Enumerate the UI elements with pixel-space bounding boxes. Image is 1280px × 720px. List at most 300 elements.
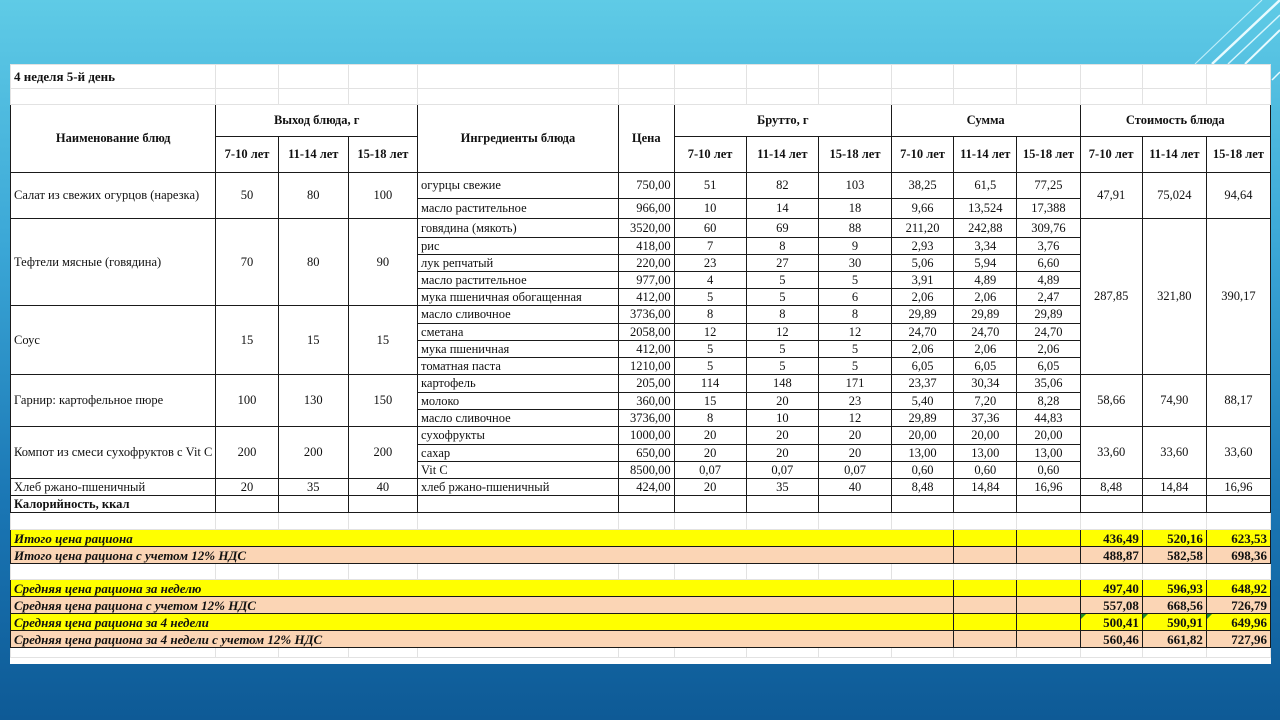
ingredient-row — [11, 219, 1271, 238]
empty-cell[interactable] — [418, 65, 619, 89]
dish-cost: 33,60 — [1142, 427, 1206, 479]
blank-row — [11, 564, 1271, 580]
dish-cost: 8,48 — [1080, 479, 1142, 496]
ingredient-sum: 44,83 — [1017, 410, 1080, 427]
empty-cell[interactable] — [216, 648, 278, 658]
empty-cell[interactable] — [819, 513, 892, 530]
ingredient-row — [11, 427, 1271, 445]
dish-yield: 40 — [348, 479, 417, 496]
ingredient-row — [11, 479, 1271, 496]
ingredient-sum: 2,93 — [891, 238, 953, 255]
ingredient-brutto: 171 — [819, 375, 892, 393]
empty-cell[interactable] — [1017, 564, 1080, 580]
empty-cell[interactable] — [674, 513, 746, 530]
empty-cell[interactable] — [1017, 547, 1080, 564]
ingredient-sum: 14,84 — [954, 479, 1017, 496]
ingredient-brutto: 8 — [819, 306, 892, 324]
empty-cell[interactable] — [278, 648, 348, 658]
summary-value: 649,96 — [1206, 614, 1270, 631]
header-age-2: 15-18 лет — [1017, 137, 1080, 173]
empty-cell[interactable] — [1017, 89, 1080, 105]
summary-value: 488,87 — [1080, 547, 1142, 564]
empty-cell[interactable] — [891, 513, 953, 530]
blank-row — [11, 89, 1271, 105]
ingredient-name: масло сливочное — [418, 306, 619, 324]
ingredient-sum: 3,34 — [954, 238, 1017, 255]
ingredient-sum: 13,00 — [891, 445, 953, 462]
ingredient-sum: 35,06 — [1017, 375, 1080, 393]
ingredient-sum: 0,60 — [954, 462, 1017, 479]
ingredient-name: рис — [418, 238, 619, 255]
header-cost-group: Стоимость блюда — [1080, 105, 1271, 137]
ingredient-sum: 38,25 — [891, 173, 953, 199]
empty-cell[interactable] — [1206, 496, 1270, 513]
header-age-2: 15-18 лет — [1206, 137, 1270, 173]
ingredient-sum: 0,60 — [1017, 462, 1080, 479]
summary-label: Средняя цена рациона с учетом 12% НДС — [11, 597, 954, 614]
spreadsheet — [10, 64, 1271, 664]
ingredient-name: молоко — [418, 393, 619, 410]
ingredient-brutto: 23 — [674, 255, 746, 272]
ingredient-brutto: 0,07 — [746, 462, 819, 479]
ingredient-sum: 61,5 — [954, 173, 1017, 199]
ingredient-price: 750,00 — [618, 173, 674, 199]
summary-row — [11, 547, 1271, 564]
ingredient-sum: 20,00 — [1017, 427, 1080, 445]
dish-cost: 58,66 — [1080, 375, 1142, 427]
ingredient-brutto: 30 — [819, 255, 892, 272]
ingredient-name: хлеб ржано-пшеничный — [418, 479, 619, 496]
empty-cell[interactable] — [278, 513, 348, 530]
header-age-1: 11-14 лет — [954, 137, 1017, 173]
empty-cell[interactable] — [618, 564, 674, 580]
blank-row — [11, 648, 1271, 658]
empty-cell[interactable] — [1206, 648, 1270, 658]
empty-cell[interactable] — [1142, 65, 1206, 89]
ingredient-price: 360,00 — [618, 393, 674, 410]
empty-cell[interactable] — [954, 614, 1017, 631]
ingredient-sum: 211,20 — [891, 219, 953, 238]
ingredient-brutto: 10 — [674, 199, 746, 219]
ingredient-price: 3736,00 — [618, 410, 674, 427]
ingredient-price: 412,00 — [618, 289, 674, 306]
empty-cell[interactable] — [954, 513, 1017, 530]
empty-cell[interactable] — [418, 648, 619, 658]
ingredient-brutto: 12 — [746, 324, 819, 341]
empty-cell[interactable] — [746, 513, 819, 530]
dish-cost: 33,60 — [1080, 427, 1142, 479]
ingredient-sum: 3,91 — [891, 272, 953, 289]
ingredient-brutto: 27 — [746, 255, 819, 272]
dish-cost: 390,17 — [1206, 219, 1270, 375]
empty-cell[interactable] — [674, 648, 746, 658]
empty-cell[interactable] — [1080, 89, 1142, 105]
empty-cell[interactable] — [1080, 513, 1142, 530]
empty-cell[interactable] — [216, 65, 278, 89]
empty-cell[interactable] — [11, 648, 216, 658]
summary-label: Итого цена рациона — [11, 530, 954, 547]
ingredient-price: 977,00 — [618, 272, 674, 289]
ingredient-brutto: 12 — [819, 410, 892, 427]
ingredient-brutto: 5 — [674, 341, 746, 358]
empty-cell[interactable] — [819, 89, 892, 105]
empty-cell[interactable] — [618, 513, 674, 530]
summary-value: 726,79 — [1206, 597, 1270, 614]
empty-cell[interactable] — [746, 496, 819, 513]
empty-cell[interactable] — [1017, 496, 1080, 513]
dish-cost: 75,024 — [1142, 173, 1206, 219]
empty-cell[interactable] — [954, 530, 1017, 547]
ingredient-name: масло сливочное — [418, 410, 619, 427]
ingredient-sum: 5,06 — [891, 255, 953, 272]
header-yield-group: Выход блюда, г — [216, 105, 418, 137]
ingredient-sum: 23,37 — [891, 375, 953, 393]
ingredient-sum: 29,89 — [891, 410, 953, 427]
summary-label: Средняя цена рациона за 4 недели с учетом 12% НДС — [11, 631, 954, 648]
empty-cell[interactable] — [891, 564, 953, 580]
empty-cell[interactable] — [348, 496, 417, 513]
dish-cost: 287,85 — [1080, 219, 1142, 375]
empty-cell[interactable] — [819, 648, 892, 658]
ingredient-sum: 2,47 — [1017, 289, 1080, 306]
ingredient-price: 418,00 — [618, 238, 674, 255]
empty-cell[interactable] — [954, 496, 1017, 513]
ingredient-brutto: 8 — [746, 238, 819, 255]
ingredient-brutto: 35 — [746, 479, 819, 496]
ingredient-sum: 8,28 — [1017, 393, 1080, 410]
empty-cell[interactable] — [1017, 648, 1080, 658]
dish-yield: 15 — [278, 306, 348, 375]
dish-cost: 321,80 — [1142, 219, 1206, 375]
dish-yield: 70 — [216, 219, 278, 306]
ingredient-sum: 309,76 — [1017, 219, 1080, 238]
empty-cell[interactable] — [1080, 65, 1142, 89]
ingredient-sum: 5,40 — [891, 393, 953, 410]
empty-cell[interactable] — [278, 564, 348, 580]
ingredient-sum: 4,89 — [1017, 272, 1080, 289]
ingredient-brutto: 23 — [819, 393, 892, 410]
empty-cell[interactable] — [348, 648, 417, 658]
ingredient-sum: 0,60 — [891, 462, 953, 479]
empty-cell[interactable] — [1142, 564, 1206, 580]
empty-cell[interactable] — [1080, 496, 1142, 513]
dish-yield: 200 — [216, 427, 278, 479]
empty-cell[interactable] — [1142, 648, 1206, 658]
empty-cell[interactable] — [1206, 564, 1270, 580]
ingredient-name: лук репчатый — [418, 255, 619, 272]
empty-cell[interactable] — [348, 65, 417, 89]
empty-cell[interactable] — [954, 648, 1017, 658]
header-row-1 — [11, 105, 1271, 137]
empty-cell[interactable] — [674, 89, 746, 105]
empty-cell[interactable] — [746, 65, 819, 89]
ingredient-price: 2058,00 — [618, 324, 674, 341]
ingredient-sum: 2,06 — [954, 341, 1017, 358]
ingredient-sum: 16,96 — [1017, 479, 1080, 496]
ingredient-name: сахар — [418, 445, 619, 462]
ingredient-brutto: 5 — [746, 272, 819, 289]
ingredient-brutto: 88 — [819, 219, 892, 238]
ingredient-brutto: 14 — [746, 199, 819, 219]
empty-cell[interactable] — [1206, 65, 1270, 89]
ingredient-sum: 24,70 — [954, 324, 1017, 341]
dish-yield: 100 — [348, 173, 417, 219]
empty-cell[interactable] — [1017, 530, 1080, 547]
empty-cell[interactable] — [1017, 597, 1080, 614]
ingredient-name: картофель — [418, 375, 619, 393]
empty-cell[interactable] — [618, 648, 674, 658]
empty-cell[interactable] — [348, 564, 417, 580]
ingredient-price: 220,00 — [618, 255, 674, 272]
ingredient-name: мука пшеничная — [418, 341, 619, 358]
empty-cell[interactable] — [819, 496, 892, 513]
summary-row — [11, 530, 1271, 547]
ingredient-brutto: 7 — [674, 238, 746, 255]
dish-yield: 35 — [278, 479, 348, 496]
empty-cell[interactable] — [618, 89, 674, 105]
ingredient-name: Vit C — [418, 462, 619, 479]
ingredient-sum: 8,48 — [891, 479, 953, 496]
empty-cell[interactable] — [618, 496, 674, 513]
summary-value: 623,53 — [1206, 530, 1270, 547]
ingredient-row — [11, 173, 1271, 199]
summary-label: Итого цена рациона с учетом 12% НДС — [11, 547, 954, 564]
ingredient-sum: 17,388 — [1017, 199, 1080, 219]
summary-value: 698,36 — [1206, 547, 1270, 564]
dish-yield: 50 — [216, 173, 278, 219]
ingredient-brutto: 5 — [746, 358, 819, 375]
ingredient-name: масло растительное — [418, 199, 619, 219]
empty-cell[interactable] — [216, 89, 278, 105]
ingredient-sum: 3,76 — [1017, 238, 1080, 255]
ingredient-brutto: 69 — [746, 219, 819, 238]
ingredient-row — [11, 375, 1271, 393]
empty-cell[interactable] — [216, 496, 278, 513]
ingredient-price: 205,00 — [618, 375, 674, 393]
empty-cell[interactable] — [891, 496, 953, 513]
ingredient-price: 424,00 — [618, 479, 674, 496]
empty-cell[interactable] — [819, 564, 892, 580]
empty-cell[interactable] — [954, 564, 1017, 580]
empty-cell[interactable] — [418, 564, 619, 580]
header-sum-group: Сумма — [891, 105, 1080, 137]
ingredient-sum: 77,25 — [1017, 173, 1080, 199]
ingredient-name: сметана — [418, 324, 619, 341]
ingredient-brutto: 5 — [819, 272, 892, 289]
empty-cell[interactable] — [746, 564, 819, 580]
empty-cell[interactable] — [746, 89, 819, 105]
dish-yield: 15 — [216, 306, 278, 375]
header-brutto-group: Брутто, г — [674, 105, 891, 137]
empty-cell[interactable] — [891, 65, 953, 89]
ingredient-brutto: 5 — [746, 289, 819, 306]
empty-cell[interactable] — [954, 89, 1017, 105]
ingredient-brutto: 12 — [819, 324, 892, 341]
empty-cell[interactable] — [1206, 513, 1270, 530]
summary-value: 497,40 — [1080, 580, 1142, 597]
summary-row — [11, 631, 1271, 648]
summary-value: 500,41 — [1080, 614, 1142, 631]
empty-cell[interactable] — [11, 513, 216, 530]
ingredient-brutto: 20 — [819, 445, 892, 462]
empty-cell[interactable] — [11, 564, 216, 580]
ingredient-sum: 6,05 — [1017, 358, 1080, 375]
ingredient-brutto: 5 — [746, 341, 819, 358]
empty-cell[interactable] — [1017, 614, 1080, 631]
ingredient-price: 1210,00 — [618, 358, 674, 375]
empty-cell[interactable] — [348, 89, 417, 105]
header-age-2: 15-18 лет — [348, 137, 417, 173]
dish-name: Компот из смеси сухофруктов с Vit C — [11, 427, 216, 479]
empty-cell[interactable] — [674, 65, 746, 89]
empty-cell[interactable] — [1142, 513, 1206, 530]
empty-cell[interactable] — [1017, 65, 1080, 89]
dish-cost: 16,96 — [1206, 479, 1270, 496]
dish-yield: 20 — [216, 479, 278, 496]
empty-cell[interactable] — [348, 513, 417, 530]
empty-cell[interactable] — [819, 65, 892, 89]
ingredient-sum: 6,05 — [891, 358, 953, 375]
empty-cell[interactable] — [1017, 580, 1080, 597]
empty-cell[interactable] — [954, 547, 1017, 564]
dish-cost: 33,60 — [1206, 427, 1270, 479]
summary-label: Средняя цена рациона за неделю — [11, 580, 954, 597]
empty-cell[interactable] — [216, 564, 278, 580]
header-age-0: 7-10 лет — [216, 137, 278, 173]
empty-cell[interactable] — [418, 89, 619, 105]
ingredient-brutto: 18 — [819, 199, 892, 219]
empty-cell[interactable] — [891, 648, 953, 658]
empty-cell[interactable] — [954, 631, 1017, 648]
ingredient-brutto: 114 — [674, 375, 746, 393]
header-age-0: 7-10 лет — [1080, 137, 1142, 173]
ingredient-price: 8500,00 — [618, 462, 674, 479]
ingredient-brutto: 12 — [674, 324, 746, 341]
ingredient-sum: 30,34 — [954, 375, 1017, 393]
empty-cell[interactable] — [418, 496, 619, 513]
ingredient-sum: 2,06 — [891, 289, 953, 306]
ingredient-brutto: 20 — [674, 445, 746, 462]
empty-cell[interactable] — [674, 564, 746, 580]
ingredient-brutto: 20 — [674, 479, 746, 496]
ingredient-name: томатная паста — [418, 358, 619, 375]
ingredient-price: 966,00 — [618, 199, 674, 219]
empty-cell[interactable] — [746, 648, 819, 658]
summary-value: 590,91 — [1142, 614, 1206, 631]
empty-cell[interactable] — [954, 597, 1017, 614]
summary-value: 648,92 — [1206, 580, 1270, 597]
ingredient-price: 650,00 — [618, 445, 674, 462]
ingredient-sum: 9,66 — [891, 199, 953, 219]
empty-cell[interactable] — [1080, 564, 1142, 580]
calories-label: Калорийность, ккал — [11, 496, 216, 513]
dish-cost: 88,17 — [1206, 375, 1270, 427]
empty-cell[interactable] — [216, 513, 278, 530]
ingredient-brutto: 0,07 — [674, 462, 746, 479]
empty-cell[interactable] — [11, 89, 216, 105]
ingredient-brutto: 5 — [819, 341, 892, 358]
calories-row — [11, 496, 1271, 513]
empty-cell[interactable] — [1142, 496, 1206, 513]
summary-value: 661,82 — [1142, 631, 1206, 648]
empty-cell[interactable] — [1206, 89, 1270, 105]
empty-cell[interactable] — [1017, 513, 1080, 530]
summary-value: 560,46 — [1080, 631, 1142, 648]
ingredient-name: масло растительное — [418, 272, 619, 289]
ingredient-brutto: 60 — [674, 219, 746, 238]
ingredient-sum: 2,06 — [1017, 341, 1080, 358]
ingredient-brutto: 148 — [746, 375, 819, 393]
dish-yield: 200 — [278, 427, 348, 479]
header-age-0: 7-10 лет — [891, 137, 953, 173]
ingredient-name: говядина (мякоть) — [418, 219, 619, 238]
empty-cell[interactable] — [278, 89, 348, 105]
dish-yield: 150 — [348, 375, 417, 427]
ingredient-brutto: 40 — [819, 479, 892, 496]
empty-cell[interactable] — [418, 513, 619, 530]
empty-cell[interactable] — [891, 89, 953, 105]
dish-name: Салат из свежих огурцов (нарезка) — [11, 173, 216, 219]
empty-cell[interactable] — [1142, 89, 1206, 105]
ingredient-price: 412,00 — [618, 341, 674, 358]
empty-cell[interactable] — [954, 580, 1017, 597]
ingredient-sum: 2,06 — [954, 289, 1017, 306]
dish-cost: 14,84 — [1142, 479, 1206, 496]
dish-yield: 100 — [216, 375, 278, 427]
ingredient-sum: 13,524 — [954, 199, 1017, 219]
title-row — [11, 65, 1271, 89]
ingredient-sum: 2,06 — [891, 341, 953, 358]
empty-cell[interactable] — [618, 65, 674, 89]
dish-yield: 15 — [348, 306, 417, 375]
empty-cell[interactable] — [674, 496, 746, 513]
ingredient-price: 3736,00 — [618, 306, 674, 324]
dish-cost: 74,90 — [1142, 375, 1206, 427]
summary-label: Средняя цена рациона за 4 недели — [11, 614, 954, 631]
ingredient-brutto: 51 — [674, 173, 746, 199]
ingredient-brutto: 20 — [674, 427, 746, 445]
ingredient-name: сухофрукты — [418, 427, 619, 445]
summary-row — [11, 614, 1271, 631]
ingredient-brutto: 5 — [819, 358, 892, 375]
empty-cell[interactable] — [278, 496, 348, 513]
dish-name: Тефтели мясные (говядина) — [11, 219, 216, 306]
ingredient-brutto: 8 — [674, 306, 746, 324]
ingredient-sum: 242,88 — [954, 219, 1017, 238]
ingredient-sum: 7,20 — [954, 393, 1017, 410]
summary-row — [11, 580, 1271, 597]
ingredient-brutto: 82 — [746, 173, 819, 199]
ingredient-brutto: 4 — [674, 272, 746, 289]
empty-cell[interactable] — [954, 65, 1017, 89]
ingredient-brutto: 15 — [674, 393, 746, 410]
summary-value: 557,08 — [1080, 597, 1142, 614]
ingredient-sum: 29,89 — [954, 306, 1017, 324]
empty-cell[interactable] — [1080, 648, 1142, 658]
empty-cell[interactable] — [1017, 631, 1080, 648]
dish-yield: 200 — [348, 427, 417, 479]
empty-cell[interactable] — [278, 65, 348, 89]
ingredient-brutto: 9 — [819, 238, 892, 255]
ingredient-sum: 20,00 — [954, 427, 1017, 445]
summary-value: 596,93 — [1142, 580, 1206, 597]
summary-value: 436,49 — [1080, 530, 1142, 547]
ingredient-brutto: 6 — [819, 289, 892, 306]
ingredient-sum: 29,89 — [891, 306, 953, 324]
ingredient-sum: 24,70 — [891, 324, 953, 341]
ingredient-brutto: 5 — [674, 289, 746, 306]
header-age-1: 11-14 лет — [746, 137, 819, 173]
